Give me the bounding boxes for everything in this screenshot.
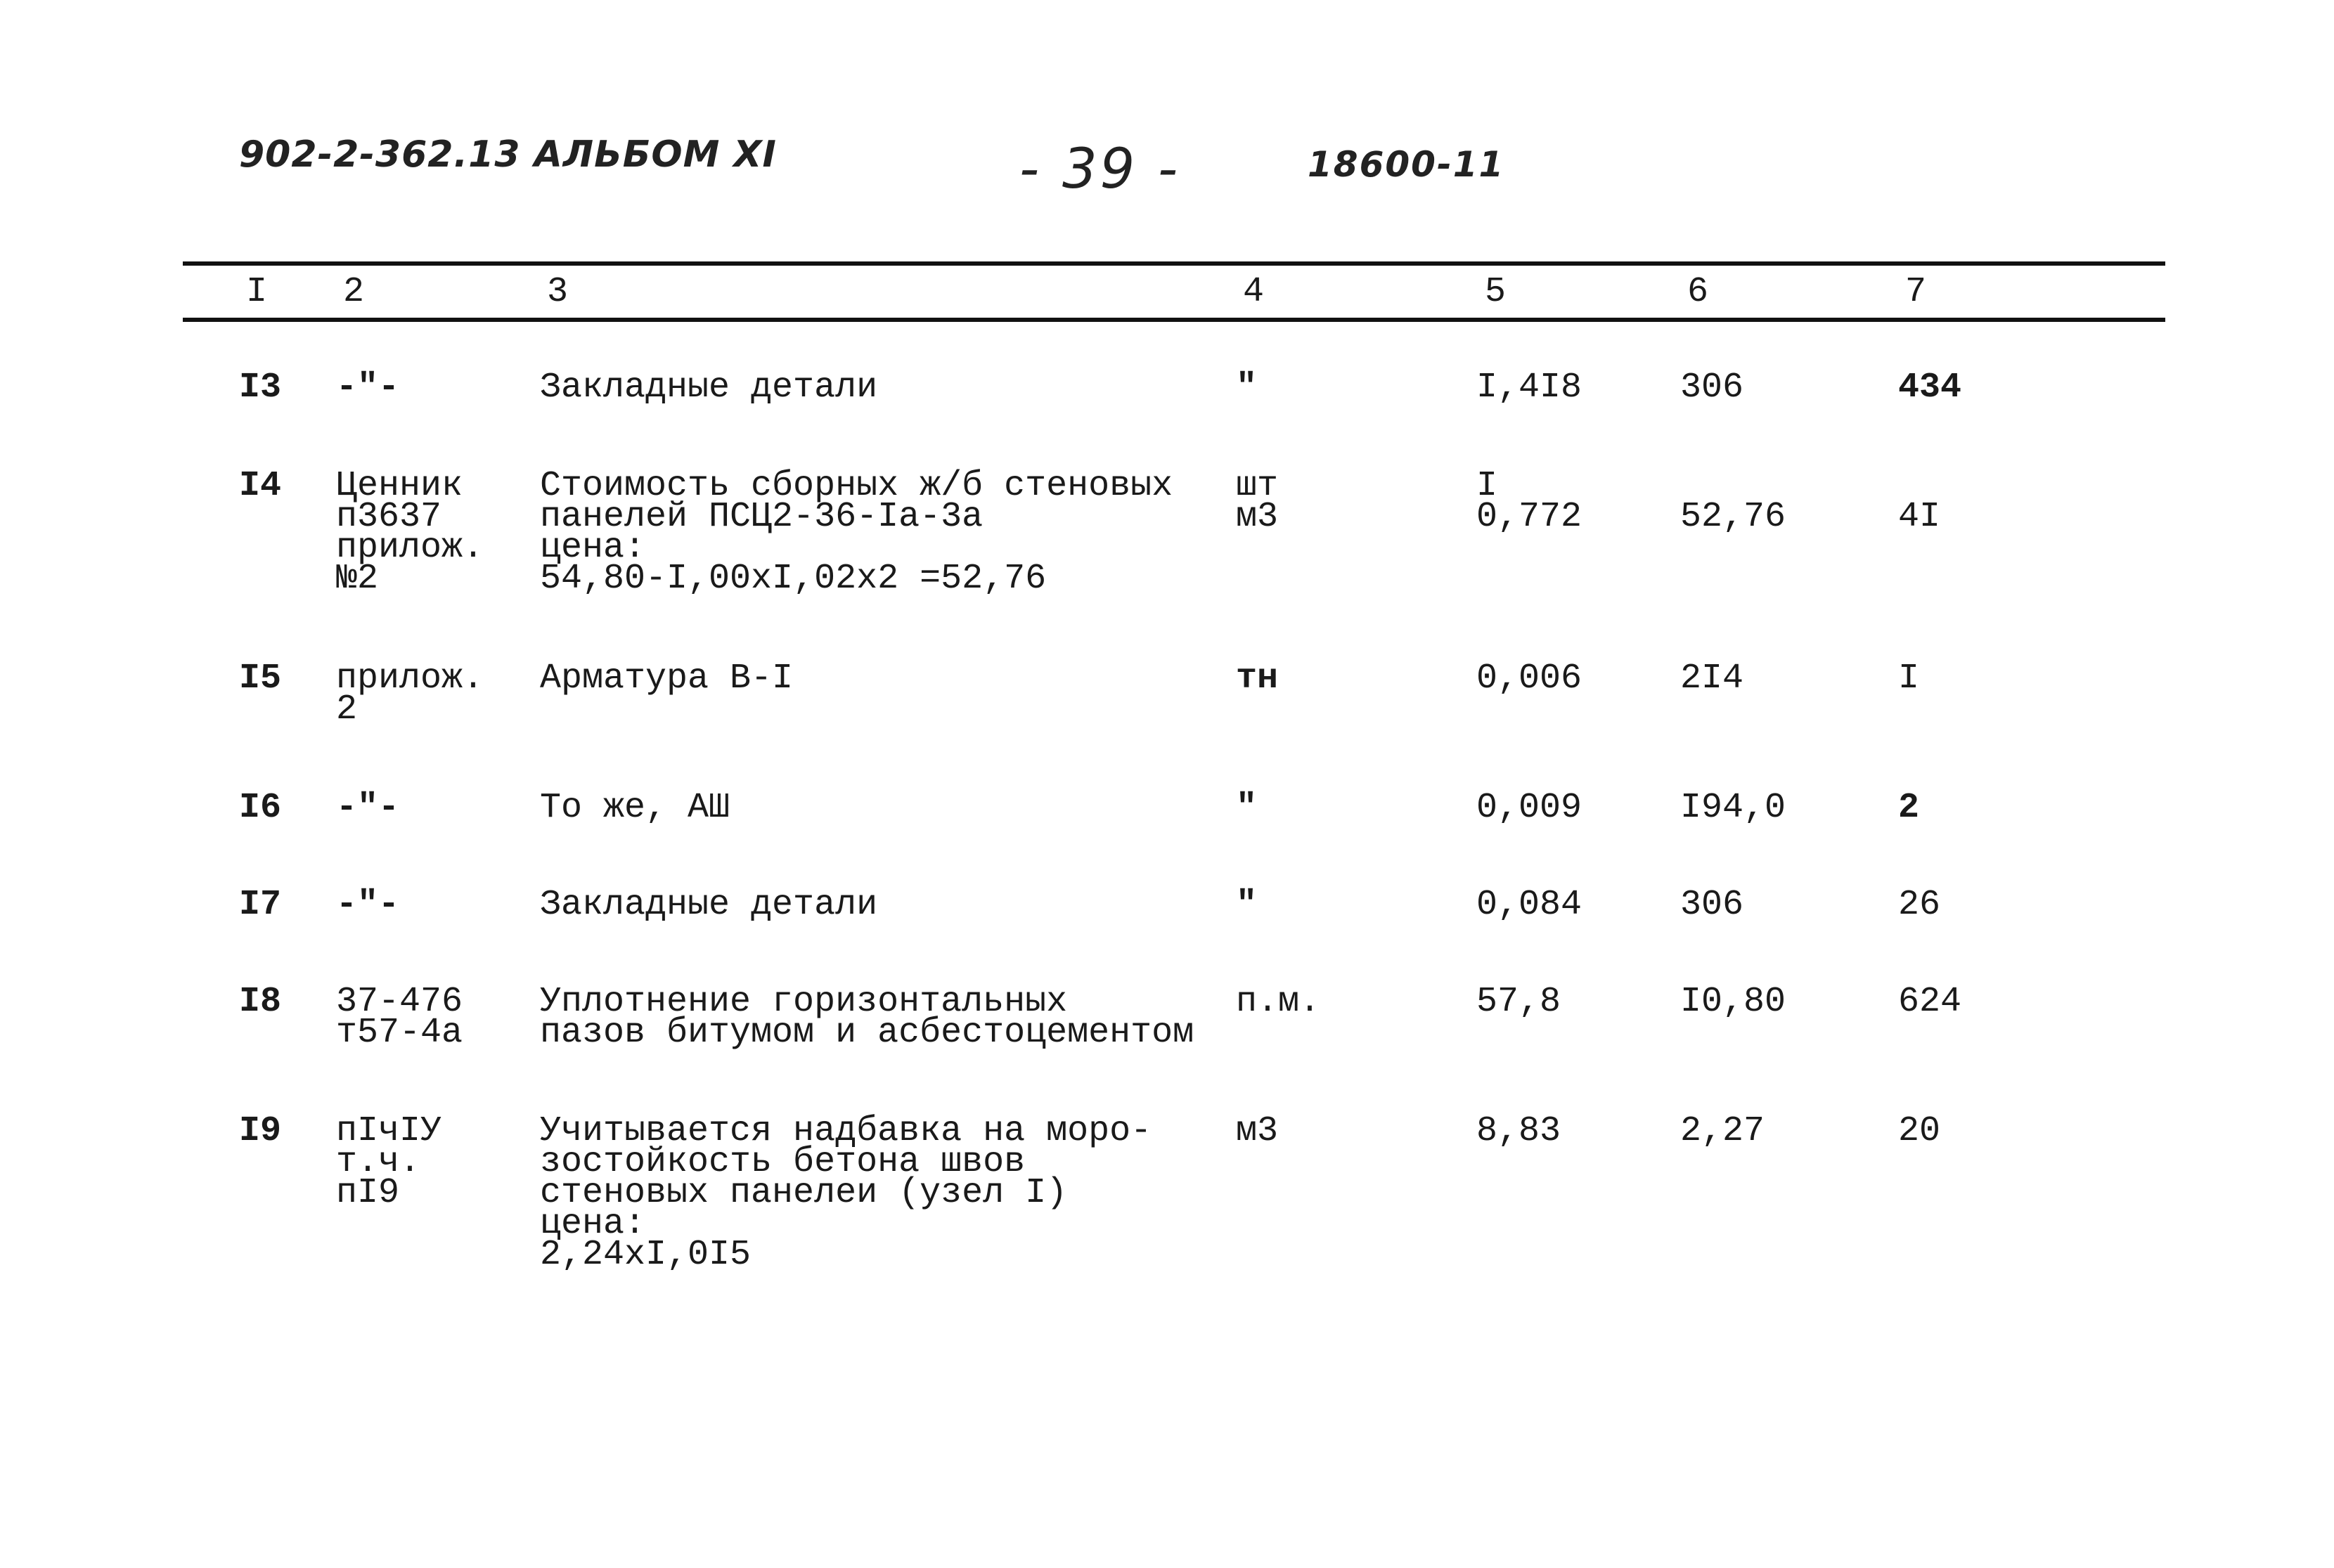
row-number: I8 <box>239 982 282 1022</box>
row-number: I3 <box>239 368 282 408</box>
row-unit: " <box>1236 368 1258 408</box>
column-header-4: 4 <box>1243 272 1265 312</box>
page-number: - 39 - <box>1019 138 1181 201</box>
row-total: 4I <box>1898 497 1941 537</box>
row-total: 624 <box>1898 982 1962 1022</box>
row-quantity: 0,006 <box>1476 659 1582 699</box>
table-header-rule <box>183 318 2165 322</box>
row-price: I94,0 <box>1680 788 1786 828</box>
row-unit: м3 <box>1236 1111 1279 1151</box>
row-price: 2,27 <box>1680 1111 1765 1151</box>
row-unit: " <box>1236 885 1258 925</box>
row-total: 26 <box>1898 885 1941 925</box>
row-description: Уплотнение горизонтальных пазов битумом и асбестоцементом <box>540 982 1194 1053</box>
row-quantity: 8,83 <box>1476 1111 1561 1151</box>
row-number: I9 <box>239 1111 282 1151</box>
row-reference: прилож. 2 <box>336 659 484 730</box>
album-code: 902-2-362.13 АЛЬБОМ XI <box>239 134 777 176</box>
row-number: I6 <box>239 788 282 828</box>
document-number: 18600-11 <box>1308 144 1505 185</box>
table-top-rule <box>183 261 2165 266</box>
column-header-6: 6 <box>1687 272 1709 312</box>
row-quantity: I 0,772 <box>1476 466 1582 537</box>
row-price: 52,76 <box>1680 497 1786 537</box>
row-quantity: 0,084 <box>1476 885 1582 925</box>
column-header-7: 7 <box>1905 272 1927 312</box>
row-reference: 37-476 т57-4а <box>336 982 463 1053</box>
row-quantity: I,4I8 <box>1476 368 1582 408</box>
row-description: То же, АШ <box>540 788 730 828</box>
row-reference: Ценник п3637 прилож. №2 <box>336 466 484 599</box>
row-reference: -"- <box>336 368 400 408</box>
column-header-3: 3 <box>547 272 569 312</box>
row-quantity: 0,009 <box>1476 788 1582 828</box>
row-description: Учитывается надбавка на моро- зостойкость бетона швов стеновых панелеи (узел I) цена: 2,24хI,0I5 <box>540 1111 1152 1275</box>
column-header-2: 2 <box>343 272 365 312</box>
row-reference: пIчIУ т.ч. пI9 <box>336 1111 442 1213</box>
row-description: Арматура В-I <box>540 659 794 699</box>
row-quantity: 57,8 <box>1476 982 1561 1022</box>
row-price: 2I4 <box>1680 659 1744 699</box>
row-description: Стоимость сборных ж/б стеновых панелей ПСЦ2-36-Iа-3а цена: 54,80-I,00хI,02х2 =52,76 <box>540 466 1173 599</box>
row-reference: -"- <box>336 885 400 925</box>
row-price: 306 <box>1680 368 1744 408</box>
row-unit: шт м3 <box>1236 466 1279 537</box>
row-total: 434 <box>1898 368 1962 408</box>
row-unit: п.м. <box>1236 982 1321 1022</box>
row-description: Закладные детали <box>540 885 878 925</box>
row-price: 306 <box>1680 885 1744 925</box>
row-number: I7 <box>239 885 282 925</box>
column-header-5: 5 <box>1485 272 1507 312</box>
row-total: 20 <box>1898 1111 1941 1151</box>
row-unit: тн <box>1236 659 1279 699</box>
row-description: Закладные детали <box>540 368 878 408</box>
row-total: I <box>1898 659 1920 699</box>
row-number: I4 <box>239 466 282 506</box>
column-header-1: I <box>246 272 268 312</box>
row-unit: " <box>1236 788 1258 828</box>
row-number: I5 <box>239 659 282 699</box>
row-total: 2 <box>1898 788 1920 828</box>
row-reference: -"- <box>336 788 400 828</box>
row-price: I0,80 <box>1680 982 1786 1022</box>
